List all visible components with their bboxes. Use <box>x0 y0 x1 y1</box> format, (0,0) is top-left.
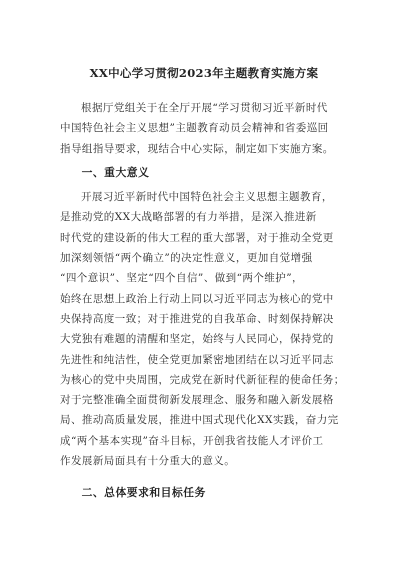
intro-line: 根据厅党组关于在全厅开展“学习贯彻习近平新时代 <box>81 102 328 114</box>
intro-line: 指导组指导要求，现结合中心实际，制定如下实施方案。 <box>60 142 334 155</box>
paragraph-line: 始终在思想上政治上行动上同以习近平同志为核心的党中 <box>60 292 334 305</box>
paragraph-line: 作发展新局面具有十分重大的意义。 <box>60 455 236 468</box>
intro-paragraph <box>60 98 348 159</box>
section-heading-requirements: 二、总体要求和目标任务 <box>81 486 206 500</box>
paragraph-line: 局、推动高质量发展，推进中国式现代化XX实践，奋力完 <box>60 414 339 427</box>
paragraph-line: 时代党的建设新的伟大工程的重大部署，对于推动全党更 <box>60 231 334 244</box>
significance-paragraph <box>60 187 348 471</box>
paragraph-line: 大党独有难题的清醒和坚定，始终与人民同心，保持党的 <box>60 333 334 346</box>
paragraph-line: “四个意识”、坚定“四个自信”、做到“两个维护”， <box>60 272 303 285</box>
paragraph-line: 对于完整准确全面贯彻新发展理念、服务和融入新发展格 <box>60 394 334 407</box>
section-heading-significance: 一、重大意义 <box>81 165 150 179</box>
paragraph-line: 为核心的党中央周围，完成党在新时代新征程的使命任务； <box>60 373 345 386</box>
paragraph-line: 成“两个基本实现”奋斗目标，开创我省技能人才评价工 <box>60 434 324 447</box>
paragraph-line: 央保持高度一致；对于推进党的自我革命、时刻保持解决 <box>60 312 334 325</box>
paragraph-line: 是推动党的XX大战略部署的有力举措，是深入推进新 <box>60 211 317 224</box>
paragraph-line: 开展习近平新时代中国特色社会主义思想主题教育， <box>81 191 333 204</box>
intro-line: 中国特色社会主义思想”主题教育动员会精神和省委巡回 <box>60 122 329 135</box>
document-title: XX中心学习贯彻2023年主题教育实施方案 <box>89 66 319 80</box>
paragraph-line: 加深刻领悟“两个确立”的决定性意义，更加自觉增强 <box>60 252 313 265</box>
paragraph-line: 先进性和纯洁性，使全党更加紧密地团结在以习近平同志 <box>60 353 334 366</box>
